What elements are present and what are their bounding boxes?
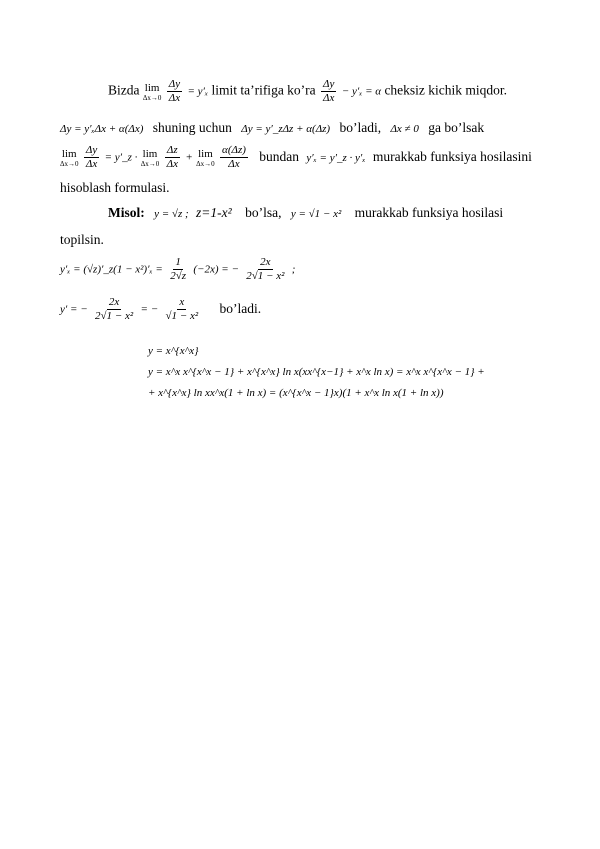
chain-rule: y′ₓ = y′_z · y′ₓ bbox=[306, 151, 366, 164]
yx-prime: = y′ₓ bbox=[187, 85, 209, 98]
example-murakkab-text: murakkab funksiya hosilasi bbox=[354, 205, 504, 220]
paragraph-line-3: lim Δx→0 $\frac{\Delta y}{\Delta x}$ = y′_z · lim Δx→0 $\frac{\Delta z}{\Delta x}$ + lim Δx→0 $\frac{\alpha(\Delta z)}{\Delta x}$ bundan y′ₓ = y′_z · y′ₓ murakkab funksiya hosilasini bbox=[60, 144, 532, 170]
dx-not-zero: Δx ≠ 0 bbox=[390, 123, 419, 135]
murakkab-text: murakkab funksiya hosilasini bbox=[372, 148, 532, 164]
xxx-line-2: y = x^x x^{x^x − 1} + x^{x^x} ln x(xx^{x−1} + x^x ln x) = x^x x^{x^x − 1} + bbox=[148, 366, 485, 378]
alpha-definition: − y′ₓ = α bbox=[341, 85, 382, 98]
bizda-text: Bizda bbox=[108, 82, 140, 98]
example-line bbox=[108, 205, 540, 221]
calc-line-2: y′ = − $\frac{2x}{\text{2√1 − x²}}$ = − $\frac{x}{\text{√1 − x²}}$ bo’ladi. bbox=[60, 296, 262, 322]
dy-dx-fraction-2: $\frac{\Delta y}{\Delta x}$ bbox=[323, 78, 335, 104]
paragraph-line-4 bbox=[60, 180, 540, 196]
xxx-line-1: y = x^{x^x} bbox=[148, 345, 199, 357]
delta-y-formula: Δy = y′ₓΔx + α(Δx) bbox=[60, 123, 144, 135]
limit-definition-text: limit ta’rifiga ko’ra bbox=[211, 82, 316, 98]
topilsin-text: topilsin. bbox=[60, 232, 104, 247]
shuning-text: shuning uchun bbox=[152, 120, 232, 135]
z-definition: z=1-x² bbox=[196, 205, 232, 220]
calc-line-1: y′ₓ = (√z)′_z(1 − x²)′ₓ = $\frac{1}{2√z}$ (−2x) = − $\frac{2x}{\text{2√1 − x²}}$ ; bbox=[60, 256, 296, 282]
dy-dx-fraction: $\frac{\Delta y}{\Delta x}$ bbox=[168, 78, 181, 104]
hisoblash-text: hisoblash formulasi. bbox=[60, 180, 170, 195]
y-sqrt-expression: y = √1 − x² bbox=[290, 208, 342, 220]
limit-expression: lim Δx→0 bbox=[142, 81, 162, 102]
paragraph-line-1 bbox=[108, 78, 540, 105]
boladi-text: bo’ladi, bbox=[339, 120, 382, 135]
y-sqrt-z: y = √z ; bbox=[154, 208, 189, 220]
topilsin-line bbox=[60, 232, 540, 248]
bolsa-text: bo’lsa, bbox=[245, 205, 282, 220]
result-boladi-text: bo’ladi. bbox=[219, 300, 262, 316]
bundan-text: bundan bbox=[259, 148, 300, 164]
paragraph-line-2 bbox=[60, 120, 540, 136]
ga-bolsak-text: ga bo’lsak bbox=[428, 120, 485, 135]
delta-y-z-formula: Δy = y′_zΔz + α(Δz) bbox=[241, 123, 331, 135]
xxx-line-3: + x^{x^x} ln xx^x(1 + ln x) = (x^{x^x − 1}x)(1 + x^x ln x(1 + ln x)) bbox=[148, 387, 444, 399]
misol-label: Misol: bbox=[108, 205, 145, 220]
infinitesimal-text: cheksiz kichik miqdor. bbox=[384, 82, 508, 98]
